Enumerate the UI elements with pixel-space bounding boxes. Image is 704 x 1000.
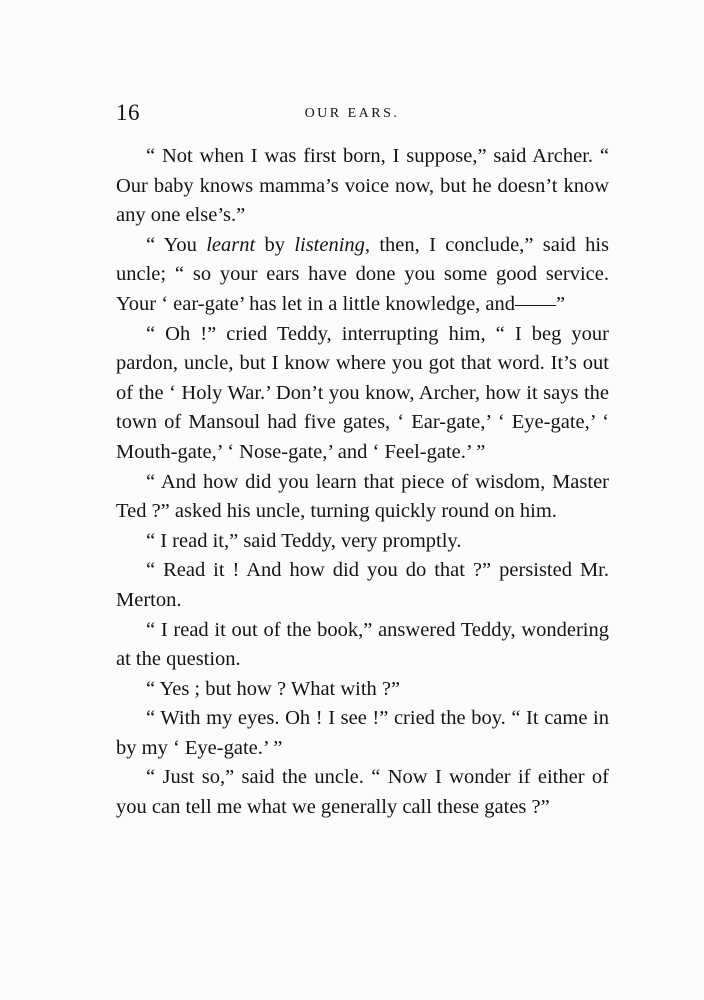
paragraph — [116, 468, 609, 527]
text-segment: “ Yes ; but how ? What with ?” — [146, 677, 401, 700]
text-segment: then, I conclude,” said his uncle; “ so your ears have done you some good service. Your ‘ ear-gate’ has let in a little knowledge, and——” — [116, 233, 609, 315]
text-segment: “ I read it,” said Teddy, very promptly. — [146, 529, 462, 552]
text-segment: “ And how did you learn that piece of wisdom, Master Ted ?” asked his uncle, turning quickly round on him. — [116, 470, 609, 523]
paragraph — [116, 704, 609, 763]
text-segment: “ You — [146, 233, 207, 256]
text-segment: by — [255, 233, 295, 256]
running-head: OUR EARS. — [304, 106, 400, 121]
page-number: 16 — [116, 100, 140, 125]
text-segment: “ Read it ! And how did you do that ?” persisted Mr. Merton. — [116, 559, 609, 611]
paragraph — [116, 616, 609, 675]
text-segment: “ With my eyes. Oh ! I see !” cried the boy. “ It came in by my ‘ Eye-gate.’ ” — [116, 707, 609, 759]
text-segment: “ Not when I was first born, I suppose,” said Archer. “ Our baby knows mamma’s voice now, but he doesn’t know any one else’s.” — [116, 145, 609, 227]
paragraph — [116, 556, 609, 615]
body-text — [116, 142, 609, 823]
paragraph — [116, 763, 609, 822]
text-segment: “ Oh !” cried Teddy, interrupting him, “ I beg your pardon, uncle, but I know where you got that word. It’s out of the ‘ Holy War.’ Don’t you know, Archer, how it says the town of Mansoul had five gates, ‘ Ear-gate,’ ‘ Eye-gate,’ ‘ Mouth-gate,’ ‘ Nose-gate,’ and ‘ Feel-gate.’ ” — [116, 322, 609, 463]
text-segment: “ Just so,” said the uncle. “ Now I wonder if either of you can tell me what we generally call these gates ?” — [116, 766, 609, 819]
paragraph — [116, 527, 609, 557]
italic-text-segment: learnt — [206, 233, 256, 256]
paragraph — [116, 320, 609, 468]
paragraph — [116, 142, 609, 231]
italic-text-segment: listening, — [294, 233, 371, 256]
paragraph — [116, 231, 609, 320]
text-segment: “ I read it out of the book,” answered Teddy, wondering at the question. — [116, 618, 609, 671]
paragraph — [116, 675, 609, 705]
